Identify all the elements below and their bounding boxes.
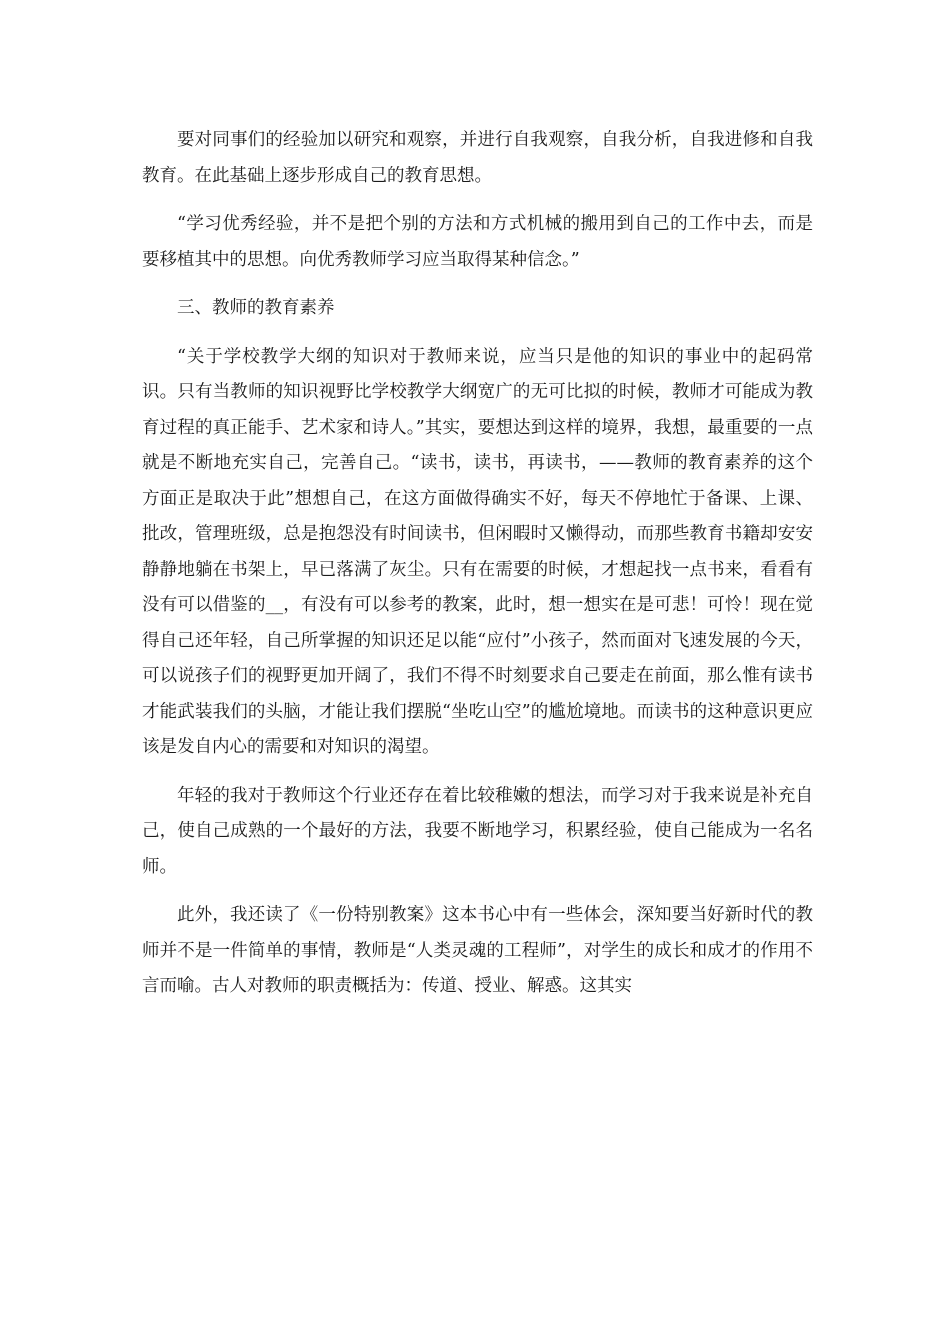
paragraph-quote-excellent-experience: “学习优秀经验，并不是把个别的方法和方式机械的搬用到自己的工作中去，而是要移植其中的思想。向优秀教师学习应当取得某种信念。” (142, 214, 813, 270)
paragraph-young-teacher: 年轻的我对于教师这个行业还存在着比较稚嫩的想法，而学习对于我来说是补充自己，使自己成熟的一个最好的方法，我要不断地学习，积累经验，使自己能成为一名名师。 (142, 785, 813, 877)
paragraph-self-reflection: 要对同事们的经验加以研究和观察，并进行自我观察，自我分析，自我进修和自我教育。在此基础上逐步形成自己的教育思想。 (142, 130, 813, 186)
paragraph-special-lesson-plan: 此外，我还读了《一份特别教案》这本书心中有一些体会，深知要当好新时代的教师并不是一件简单的事情，教师是“人类灵魂的工程师”，对学生的成长和成才的作用不言而喻。古人对教师的职责概括为：传道、授业、解惑。这其实 (142, 905, 813, 996)
section-heading-teacher-literacy: 三、教师的教育素养 (177, 298, 335, 318)
paragraph-reading-books: “关于学校教学大纲的知识对于教师来说，应当只是他的知识的事业中的起码常识。只有当教师的知识视野比学校教学大纲宽广的无可比拟的时候，教师才可能成为教育过程的真正能手、艺术家和诗人。”其实，要想达到这样的境界，我想，最重要的一点就是不断地充实自己，完善自己。“读书，读书，再读书，——教师的教育素养的这个方面正是取决于此”想想自己，在这方面做得确实不好，每天不停地忙于备课、上课、批改，管理班级，总是抱怨没有时间读书，但闲暇时又懒得动，而那些教育书籍却安安静静地躺在书架上，早已落满了灰尘。只有在需要的时候，才想起找一点书来，看看有没有可以借鉴的__，有没有可以参考的教案，此时，想一想实在是可悲！可怜！现在觉得自己还年轻，自己所掌握的知识还足以能“应付”小孩子，然而面对飞速发展的今天，可以说孩子们的视野更加开阔了，我们不得不时刻要求自己要走在前面，那么惟有读书才能武装我们的头脑，才能让我们摆脱“坐吃山空”的尴尬境地。而读书的这种意识更应该是发自内心的需要和对知识的渴望。 (142, 346, 813, 757)
